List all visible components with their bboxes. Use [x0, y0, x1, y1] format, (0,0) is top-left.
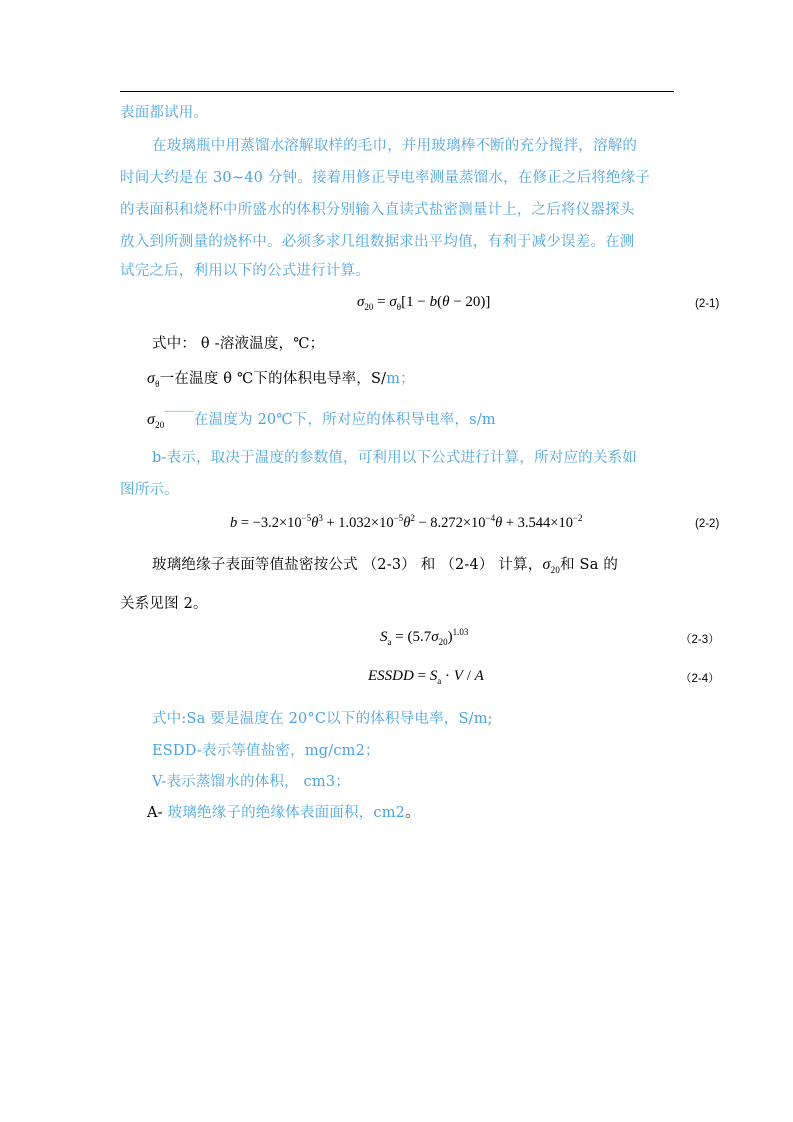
definition-sigma-20: $\sigma_{20}$￣￣在温度为 20℃下，所对应的体积导电率，s/m — [147, 411, 496, 431]
sigma-theta-symbol: $\sigma_\theta$ — [147, 370, 160, 390]
esdd-text-line: 玻璃绝缘子表面等值盐密按公式 （2-3） 和 （2-4） 计算，$\sigma_{20}$和 Sa 的 — [152, 556, 619, 576]
definition-theta: 式中： θ -溶液温度，℃； — [152, 336, 325, 352]
definition-esdd: ESDD-表示等值盐密，mg/cm2； — [152, 743, 380, 759]
equation-2-3: $S_a = (5.7\sigma_{20})^{1.03}$ — [380, 627, 469, 647]
definition-v: V-表示蒸馏水的体积， cm3； — [152, 774, 350, 790]
text-line: 关系见图 2。 — [120, 596, 208, 612]
text-line: 的表面积和烧杯中所盛水的体积分别输入直读式盐密测量计上，之后将仪器探头 — [120, 202, 635, 218]
equation-label: (2-1) — [695, 298, 720, 310]
text-line: b-表示，取决于温度的参数值，可利用以下公式进行计算，所对应的关系如 — [152, 450, 637, 466]
text-line: 图所示。 — [120, 482, 179, 498]
equation-2-1: $\sigma_{20} = \sigma_\theta[1 - b(\theta - 20)]$ — [357, 294, 491, 312]
text-line: 时间大约是在 30~40 分钟。接着用修正导电率测量蒸馏水，在修正之后将绝缘子 — [120, 170, 651, 186]
definition-sa: 式中:Sa 要是温度在 20°C以下的体积导电率，S/m; — [152, 711, 493, 727]
definition-sigma-theta: $\sigma_\theta$一在温度 θ ℃下的体积电导率，S/m； — [147, 370, 415, 390]
sigma-20-symbol: $\sigma_{20}$ — [147, 411, 165, 431]
equation-label: （2-4） — [680, 673, 720, 685]
header-rule — [120, 91, 674, 92]
equation-2-4: ESSDD = $S_a \cdot V / A$ — [368, 668, 484, 686]
text-line: 放入到所测量的烧杯中。必须多求几组数据求出平均值，有利于减少误差。在测 — [120, 234, 635, 250]
equation-label: （2-3） — [680, 634, 720, 646]
definition-a: A- 玻璃绝缘子的绝缘体表面面积，cm2。 — [147, 805, 420, 821]
equation-2-2: $b = -3.2\times 10^{-5}\theta^3 + 1.032\times 10^{-5}\theta^2 - 8.272\times 10^{-4}\theta + 3.544\times 10^{-2}$ — [230, 513, 583, 531]
text-line: 在玻璃瓶中用蒸馏水溶解取样的毛巾，并用玻璃棒不断的充分搅拌，溶解的 — [152, 138, 638, 154]
sigma-20-symbol: $\sigma_{20}$ — [542, 556, 561, 576]
equation-label: (2-2) — [695, 518, 720, 530]
text-line: 表面都试用。 — [120, 105, 209, 121]
text-line: 试完之后，利用以下的公式进行计算。 — [120, 263, 370, 279]
